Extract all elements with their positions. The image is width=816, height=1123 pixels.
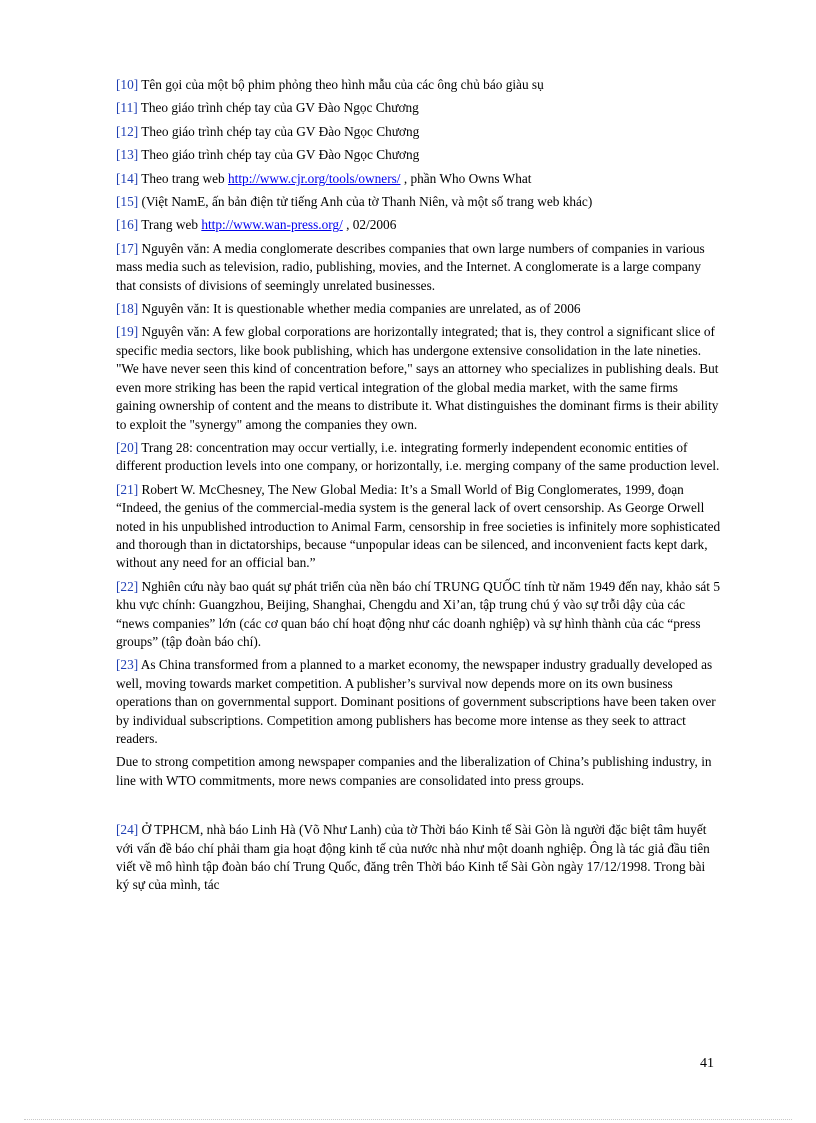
- footnote-text: Nguyên văn: A few global corporations are horizontally integrated; that is, they control a significant slice of specific media sectors, like book publishing, which has undergone extensive consolidation in the late nineties. "We have never seen this kind of concentration before," says an attorney who specializes in publishing deals. But even more striking has been the rapid vertical integration of the global media market, with the same firms gaining ownership of content and the means to distribute it. What distinguishes the dominant firms is their ability to exploit the "synergy" among the companies they own.: [116, 324, 719, 432]
- footnote-24: [116, 821, 721, 895]
- footnote-text: Theo trang web: [138, 170, 229, 186]
- footnote-ref[interactable]: [15]: [116, 194, 139, 210]
- footnote-12: [116, 123, 721, 141]
- footnote-ref[interactable]: [20]: [116, 439, 139, 455]
- footnote-ref[interactable]: [24]: [116, 822, 139, 838]
- footnote-21: [116, 481, 721, 573]
- page-number: 41: [700, 1056, 714, 1071]
- footnote-text: Theo giáo trình chép tay của GV Đào Ngọc Chương: [138, 147, 420, 163]
- footnote-text: Tên gọi của một bộ phim phỏng theo hình mẫu của các ông chủ báo giàu sụ: [138, 77, 544, 92]
- spacer: [116, 795, 721, 821]
- footnote-text: Theo giáo trình chép tay của GV Đào Ngọc Chương: [138, 123, 420, 139]
- footnote-text: Robert W. McChesney, The New Global Media: It’s a Small World of Big Conglomerates, 1999, đoạn “Indeed, the genius of the commercial-media system is the general lack of overt censorship. As George Orwell noted in his unpublished introduction to Animal Farm, censorship in free societies is infinitely more sophisticated and thorough than in dictatorships, because “unpopular ideas can be silenced, and inconvenient facts kept dark, without any need for an official ban.”: [116, 481, 721, 571]
- footnote-text: (Việt NamE, ấn bản điện tử tiếng Anh của tờ Thanh Niên, và một số trang web khác): [138, 194, 593, 210]
- footnote-19: [116, 323, 721, 433]
- footnote-17: [116, 240, 721, 295]
- footnote-ref[interactable]: [18]: [116, 301, 139, 317]
- footnote-13: [116, 146, 721, 164]
- footnote-ref[interactable]: [14]: [116, 170, 139, 186]
- footnote-text: Trang web: [138, 217, 202, 233]
- footnote-23: [116, 656, 721, 748]
- footnote-ref[interactable]: [21]: [116, 481, 139, 497]
- footnotes-list: [116, 76, 721, 900]
- footnote-ref[interactable]: [11]: [116, 100, 138, 116]
- footnote-ref[interactable]: [13]: [116, 147, 139, 163]
- footnote-text: As China transformed from a planned to a market economy, the newspaper industry gradually developed as well, moving towards market competition. A publisher’s survival now depends more on its own business operations than on governmental support. Dominant positions of government subscriptions have been taken over by individual subscriptions. Competition among publishers has become more intense as they seek to attract readers.: [116, 657, 716, 746]
- footnote-text: Nguyên văn: A media conglomerate describes companies that own large numbers of companies in various mass media such as television, radio, publishing, movies, and the Internet. A conglomerate is a large company that consists of divisions of seemingly unrelated businesses.: [116, 240, 705, 293]
- page-bottom-divider: [24, 1119, 792, 1120]
- footnote-text: Nghiên cứu này bao quát sự phát triển của nền báo chí TRUNG QUỐC tính từ năm 1949 đến nay, khảo sát 5 khu vực chính: Guangzhou, Beijing, Shanghai, Chengdu and Xi’an, tập trung chú ý vào sự trỗi dậy của các “news companies” lớn (các cơ quan báo chí hoạt động như các doanh nghiệp) và sự hình thành của các “press groups” (tập đoàn báo chí).: [116, 578, 720, 649]
- footnote-14: [116, 170, 721, 188]
- footnote-18: [116, 300, 721, 318]
- footnote-15: [116, 193, 721, 211]
- footnote-ref[interactable]: [19]: [116, 324, 139, 340]
- footnote-text: Theo giáo trình chép tay của GV Đào Ngọc Chương: [137, 100, 419, 116]
- footnote-11: [116, 99, 721, 117]
- footnote-ref[interactable]: [16]: [116, 217, 139, 233]
- footnote-ref[interactable]: [22]: [116, 578, 139, 594]
- footnote-23-continuation: Due to strong competition among newspaper companies and the liberalization of China’s publishing industry, in line with WTO commitments, more news companies are consolidated into press groups.: [116, 754, 712, 788]
- footnote-ref[interactable]: [17]: [116, 240, 139, 256]
- footnote-10: [116, 76, 721, 94]
- footnote-16: [116, 216, 721, 234]
- footnote-20: [116, 439, 721, 476]
- footnote-ref[interactable]: [23]: [116, 657, 139, 673]
- footnote-text: Trang 28: concentration may occur vertially, i.e. integrating formerly independent economic entities of different production levels into one company, or horizontally, i.e. merging company of the same production level.: [116, 439, 720, 474]
- footnote-ref[interactable]: [12]: [116, 123, 139, 139]
- wan-press-link[interactable]: http://www.wan-press.org/: [201, 217, 343, 233]
- footnote-ref[interactable]: [10]: [116, 77, 139, 92]
- footnote-text: Ở TPHCM, nhà báo Linh Hà (Võ Như Lanh) của tờ Thời báo Kinh tế Sài Gòn là người đặc biệt tâm huyết với vấn đề báo chí phải tham gia hoạt động kinh tế của nước nhà như một doanh nghiệp. Ông là tác giả đầu tiên viết về mô hình tập đoàn báo chí Trung Quốc, đăng trên Thời báo Kinh tế Sài Gòn ngày 17/12/1998. Trong bài ký sự của mình, tác: [116, 822, 710, 893]
- footnote-text: Nguyên văn: It is questionable whether media companies are unrelated, as of 2006: [138, 301, 581, 317]
- footnote-22: [116, 578, 721, 652]
- footnote-text: , 02/2006: [342, 217, 397, 233]
- cjr-owners-link[interactable]: http://www.cjr.org/tools/owners/: [228, 170, 401, 186]
- footnote-text: , phần Who Owns What: [400, 170, 532, 186]
